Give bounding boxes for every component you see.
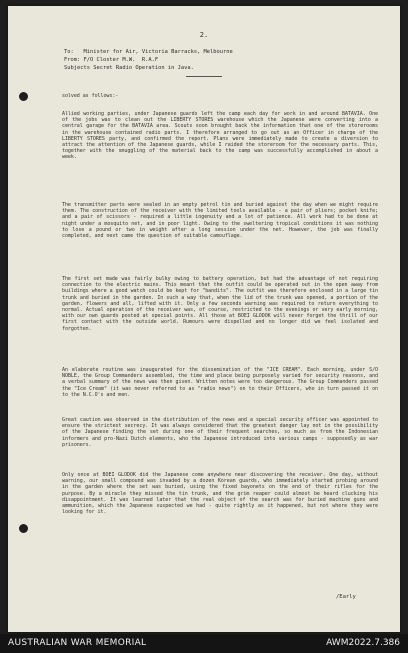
punch-hole (19, 92, 28, 101)
to-line: To: Minister for Air, Victoria Barracks, Melbourne (64, 49, 233, 55)
paragraph: The transmitter parts were sealed in an empty petrol tin and buried against the day when we might require them. The construction of the receiver with the limited tools available - a pair of pliers; pocket knife; and a pair of scissors - required a little ingenuity and a lot of patience. All work had to be done at night under a mosquito net, and in poor light. Owing to the sweltering tropical conditions it was nothing to lose a pound or two in weight after a long session under the net. However, the job was finally completed, and next came the question of suitable camouflage. (62, 202, 378, 240)
memo-header (64, 48, 233, 72)
reference-number: AWM2022.7.386 (326, 638, 400, 648)
header-divider (186, 76, 222, 77)
paragraph: Allied working parties, under Japanese guards left the camp each day for work in and around BATAVIA. One of the jobs was to clean out the LIBERTY STORES warehouse which the Japanese were converting into a central garage for the BATAVIA area. Scouts soon brought back the information that one of the storerooms in the warehouse contained radio parts. I therefore arranged to go out as an Officer in charge of the LIBERTY STORES party, and confirmed the report. Plans were immediately made to create a diversion to attract the attention of the Japanese guards, while I raided the storeroom for the necessary parts. This, together with the smuggling of the material back to the camp was successfully accomplished in about a week. (62, 111, 378, 161)
signature: /Early (336, 594, 356, 600)
paragraph: Great caution was observed in the distribution of the news and a special security officer was appointed to ensure the strictest secrecy. It was always considered that the greatest danger lay not in the possibility of the Japanese finding the set during one of their frequent searches, so much as from the Indonesian informers and pro-Nazi Dutch elements, who the Japanese introduced into various camps - supposedly as war prisoners. (62, 417, 378, 448)
institution-name: AUSTRALIAN WAR MEMORIAL (8, 638, 147, 648)
paragraph: solved as follows:- (62, 93, 119, 99)
from-line: From: F/O Closter M.W. R.A.F (64, 57, 159, 63)
punch-hole (19, 524, 28, 533)
document-page (8, 6, 400, 632)
page-number: 2. (199, 31, 209, 39)
paragraph: An elaborate routine was inaugurated for the dissemination of the "ICE CREAM". Each morning, under S/O NOBLE, the Group Commanders assembled, the time and place being purposely varied for security reasons, and a verbal summary of the news was then given. Written notes were too dangerous. The Group Commanders passed the "Ice Cream" (it was never referred to as "radio news") on to their Officers, who in turn passed it on to the N.C.O's and men. (62, 367, 378, 398)
paragraph: Only once at BOEI GLODOK did the Japanese come anywhere near discovering the receiver. One day, without warning, our small compound was invaded by a dozen Korean guards, who immediately started probing around in the garden where the set was buried, using the fixed bayonets on the end of their rifles for the purpose. By a miracle they missed the tin trunk, and the grim reaper could almost be heard clucking his disappointment. It was learned later that the real object of the search was for buried machine guns and ammunition, which the Japanese suspected we had - quite rightly as it happened, but not where they were looking for it. (62, 472, 378, 516)
archive-footer (0, 634, 408, 653)
paragraph: The first set made was fairly bulky owing to battery operation, but had the advantage of not requiring connection to the electric mains. This meant that the outfit could be operated out in the open away from buildings where a good watch could be kept for "bandits". The outfit was therefore enclosed in a large tin trunk and buried in the garden. In such a way that, when the lid of the trunk was opened, a portion of the garden, flowers and all, lifted with it. Only a few seconds warning was required to return everything to normal. Actual operation of the receiver was, of course, restricted to the evenings or very early morning, with our own guards posted at special points. All those at BOEI GLODOK will never forget the thrill of our first contact with the outside world. Rumours were dispelled and no longer did we feel isolated and forgotten. (62, 276, 378, 332)
subject-line: Subjects Secret Radio Operation in Java. (64, 65, 194, 71)
